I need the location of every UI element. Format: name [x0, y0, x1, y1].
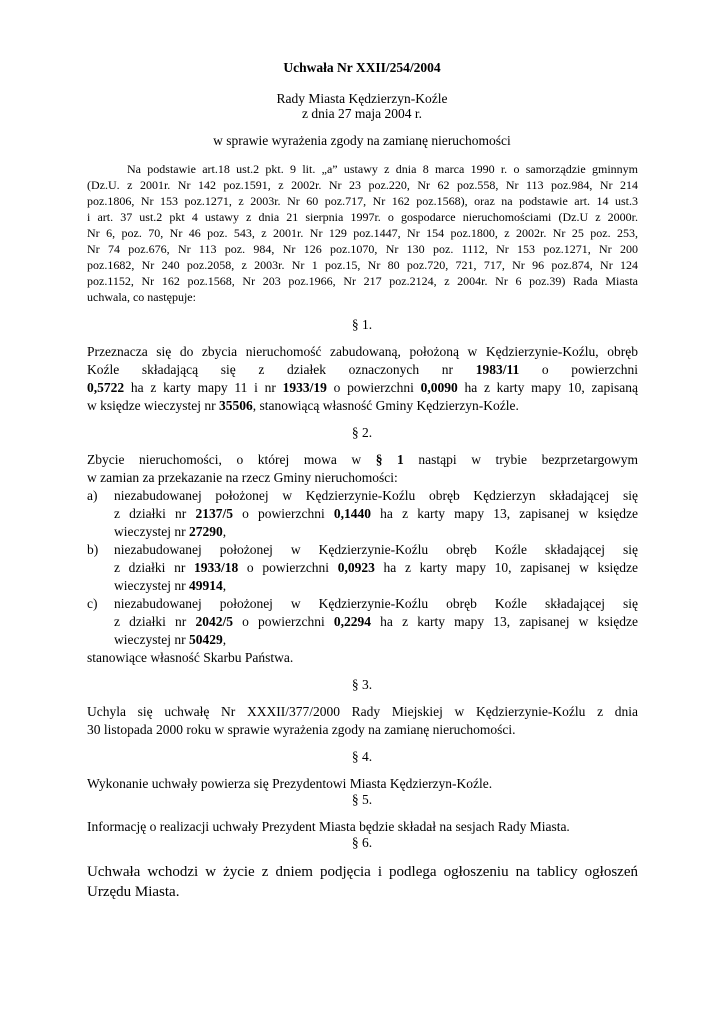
resolution-date: z dnia 27 maja 2004 r. — [302, 106, 422, 121]
preamble-line: (Dz.U. z 2001r. Nr 142 poz.1591, z 2002r. Nr 23 poz.220, Nr 62 poz.558, Nr 113 poz.984, Nr 214 — [87, 178, 638, 192]
preamble-line: poz.1806, Nr 153 poz.1271, z 2003r. Nr 60 poz.717, Nr 162 poz.1568), oraz na podstawie art. 14 ust.3 — [87, 194, 638, 208]
plot-area: 0,2294 — [333, 614, 372, 629]
list-item-line: z działki nr 1933/18 o powierzchni 0,0923 ha z karty mapy 10, zapisanej w księdze — [114, 560, 638, 575]
section-4-heading: § 4. — [351, 749, 373, 764]
section-2-line: Zbycie nieruchomości, o której mowa w § 1 nastąpi w trybie bezprzetargowym — [87, 452, 638, 467]
preamble-line: uchwala, co następuje: — [87, 290, 196, 304]
preamble-line: Nr 74 poz.676, Nr 113 poz. 984, Nr 126 poz.1070, Nr 130 poz. 1112, Nr 153 poz.1271, Nr 200 — [87, 242, 638, 256]
section-2-heading: § 2. — [351, 425, 373, 440]
plot-area: 0,0090 — [420, 380, 458, 395]
section-6-line: Urzędu Miasta. — [87, 884, 180, 900]
resolution-subject: w sprawie wyrażenia zgody na zamianę nieruchomości — [213, 133, 511, 148]
section-1-line: Przeznacza się do zbycia nieruchomość zabudowaną, położoną w Kędzierzynie-Koźlu, obręb — [87, 344, 638, 359]
list-marker: b) — [87, 542, 99, 557]
section-2-closing: stanowiące własność Skarbu Państwa. — [87, 650, 294, 665]
list-item-line: wieczystej nr 49914, — [114, 578, 227, 593]
list-item-line: wieczystej nr 50429, — [114, 632, 227, 647]
resolution-issuer: Rady Miasta Kędzierzyn-Koźle — [276, 91, 448, 106]
section-3-line: Uchyla się uchwałę Nr XXXII/377/2000 Rady Miejskiej w Kędzierzynie-Koźlu z dnia — [87, 704, 638, 719]
section-1-line: 0,5722 ha z karty mapy 11 i nr 1933/19 o powierzchni 0,0090 ha z karty mapy 10, zapisaną — [87, 380, 638, 395]
plot-number: 1933/19 — [282, 380, 327, 395]
section-6-line: Uchwała wchodzi w życie z dniem podjęcia i podlega ogłoszeniu na tablicy ogłoszeń — [87, 864, 638, 880]
list-item-line: wieczystej nr 27290, — [114, 524, 227, 539]
list-item-line: niezabudowanej położonej w Kędzierzynie-Koźlu obręb Koźle składającej się — [114, 542, 638, 557]
preamble-line: poz.1152, Nr 162 poz.1568, Nr 203 poz.1966, Nr 217 poz.2124, z 2004r. Nr 6 poz.39) Rada Miasta — [87, 274, 638, 288]
section-1-heading: § 1. — [351, 317, 373, 332]
list-marker: c) — [87, 596, 98, 611]
list-item-line: z działki nr 2042/5 o powierzchni 0,2294 ha z karty mapy 13, zapisanej w księdze — [114, 614, 638, 629]
land-register-number: 49914 — [188, 578, 223, 593]
section-reference: § 1 — [375, 452, 404, 467]
plot-number: 2137/5 — [195, 506, 233, 521]
preamble-line: Nr 6, poz. 70, Nr 46 poz. 543, z 2001r. Nr 129 poz.1447, Nr 154 poz.1800, z 2002r. Nr 25 poz. 253, — [87, 226, 638, 240]
list-marker: a) — [87, 488, 98, 503]
plot-area: 0,1440 — [333, 506, 372, 521]
section-5-line: Informację o realizacji uchwały Prezydent Miasta będzie składał na sesjach Rady Miasta. — [87, 819, 570, 834]
land-register-number: 50429 — [188, 632, 223, 647]
section-3-line: 30 listopada 2000 roku w sprawie wyrażenia zgody na zamianę nieruchomości. — [87, 722, 516, 737]
section-5-heading: § 5. — [351, 792, 373, 807]
plot-number: 1933/18 — [193, 560, 239, 575]
preamble-line: poz.1682, Nr 240 poz.2058, z 2003r. Nr 1 poz.15, Nr 80 poz.720, 721, 717, Nr 96 poz.874, Nr 124 — [87, 258, 638, 272]
list-item-line: niezabudowanej położonej w Kędzierzynie-Koźlu obręb Koźle składającej się — [114, 596, 638, 611]
plot-number: 1983/11 — [475, 362, 520, 377]
list-item-line: z działki nr 2137/5 o powierzchni 0,1440 ha z karty mapy 13, zapisanej w księdze — [114, 506, 638, 521]
plot-area: 0,5722 — [87, 380, 125, 395]
list-item-line: niezabudowanej położonej w Kędzierzynie-Koźlu obręb Kędzierzyn składającej się — [114, 488, 638, 503]
land-register-number: 35506 — [218, 398, 253, 413]
preamble-line: i art. 37 ust.2 pkt 4 ustawy z dnia 21 sierpnia 1997r. o gospodarce nieruchomościami (Dz.U z 2000r. — [87, 210, 638, 224]
preamble-line: Na podstawie art.18 ust.2 pkt. 9 lit. „a” ustawy z dnia 8 marca 1990 r. o samorządzie gminnym — [127, 162, 638, 176]
section-4-line: Wykonanie uchwały powierza się Prezydentowi Miasta Kędzierzyn-Koźle. — [87, 776, 493, 791]
section-1-line: w księdze wieczystej nr 35506, stanowiącą własność Gminy Kędzierzyn-Koźle. — [87, 398, 519, 413]
section-1-line: Koźle składającą się z działek oznaczonych nr 1983/11 o powierzchni — [87, 362, 638, 377]
land-register-number: 27290 — [188, 524, 223, 539]
resolution-title: Uchwała Nr XXII/254/2004 — [283, 60, 441, 75]
section-2-line: w zamian za przekazanie na rzecz Gminy nieruchomości: — [87, 470, 398, 485]
section-6-heading: § 6. — [351, 835, 373, 850]
plot-area: 0,0923 — [337, 560, 375, 575]
section-3-heading: § 3. — [351, 677, 373, 692]
plot-number: 2042/5 — [195, 614, 233, 629]
